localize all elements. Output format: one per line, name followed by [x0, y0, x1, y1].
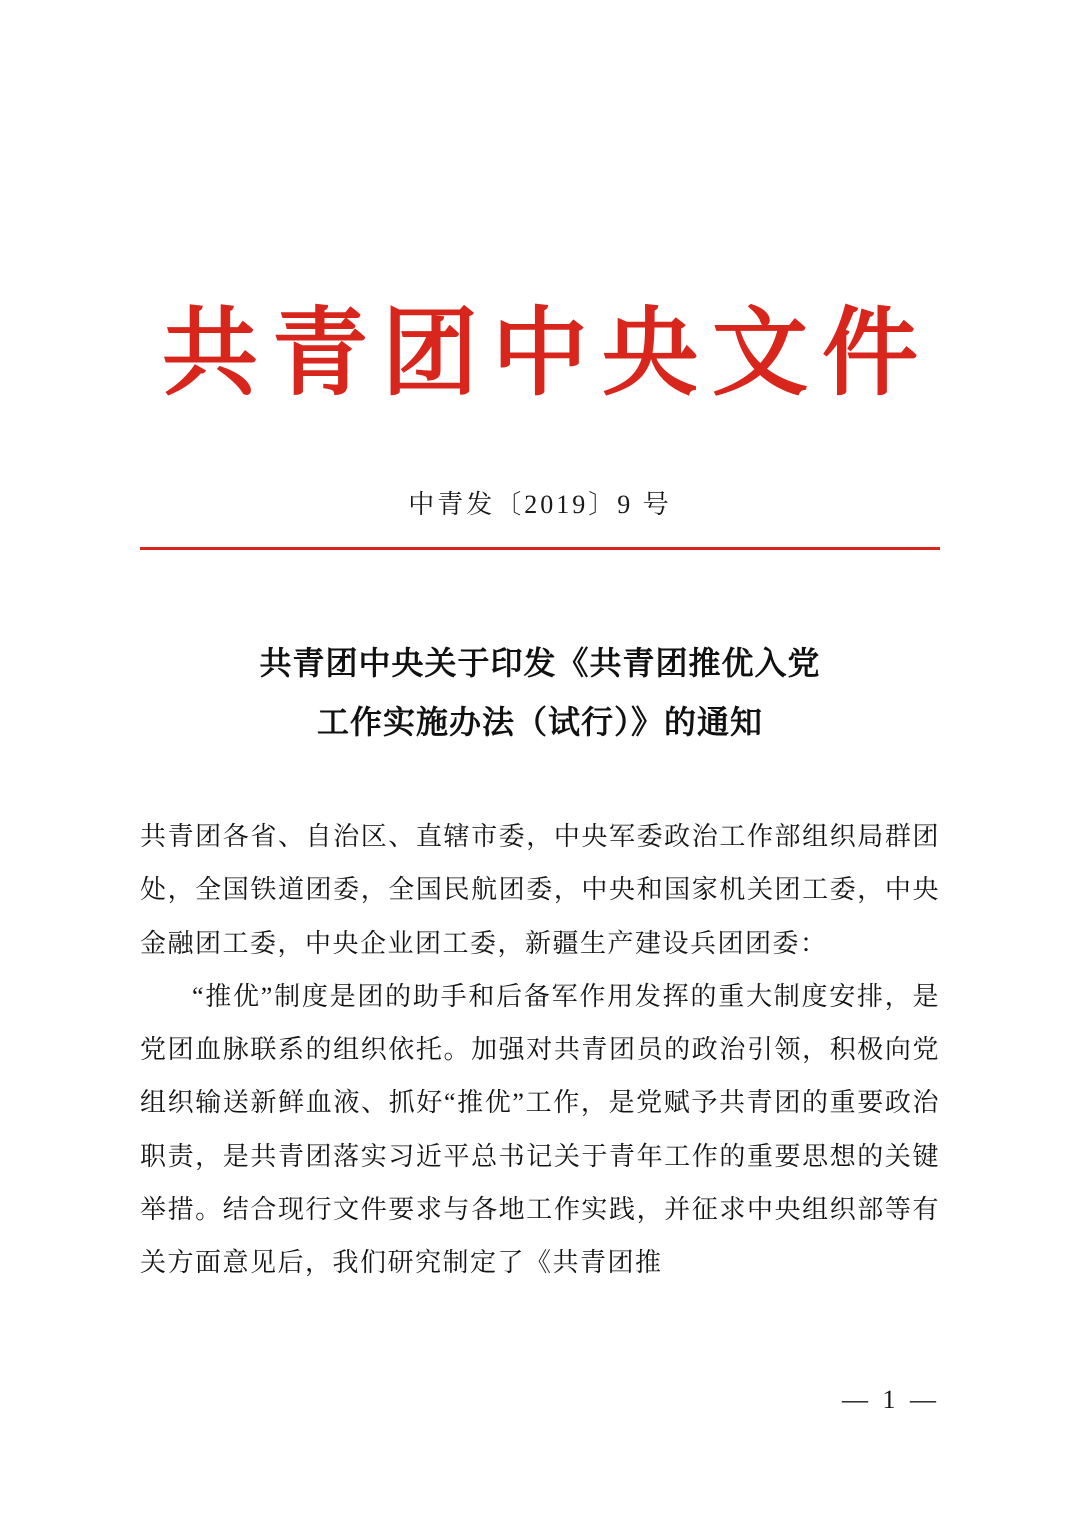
document-title-line-1: 共青团中央关于印发《共青团推优入党 — [259, 644, 821, 681]
red-divider-rule — [140, 547, 940, 550]
paragraph-opening: “推优”制度是团的助手和后备军作用发挥的重大制度安排，是党团血脉联系的组织依托。加强对共青团员的政治引领，积极向党组织输送新鲜血液、抓好“推优”工作，是党赋予共青团的重要政治职责，是共青团落实习近平总书记关于青年工作的重要思想的关键举措。结合现行文件要求与各地工作实践，并征求中央组织部等有关方面意见后，我们研究制定了《共青团推 — [140, 981, 940, 1278]
document-number: 中青发〔2019〕9 号 — [408, 489, 672, 519]
document-title — [140, 634, 940, 752]
document-body — [140, 810, 940, 1290]
paragraph-addressees: 共青团各省、自治区、直辖市委，中央军委政治工作部组织局群团处，全国铁道团委，全国民航团委，中央和国家机关团工委，中央金融团工委，中央企业团工委，新疆生产建设兵团团委： — [140, 821, 940, 958]
page-number: — 1 — — [842, 1385, 940, 1414]
masthead — [140, 0, 940, 409]
document-title-line-2: 工作实施办法（试行）》的通知 — [316, 703, 763, 740]
masthead-title: 共青团中央文件 — [162, 296, 932, 409]
